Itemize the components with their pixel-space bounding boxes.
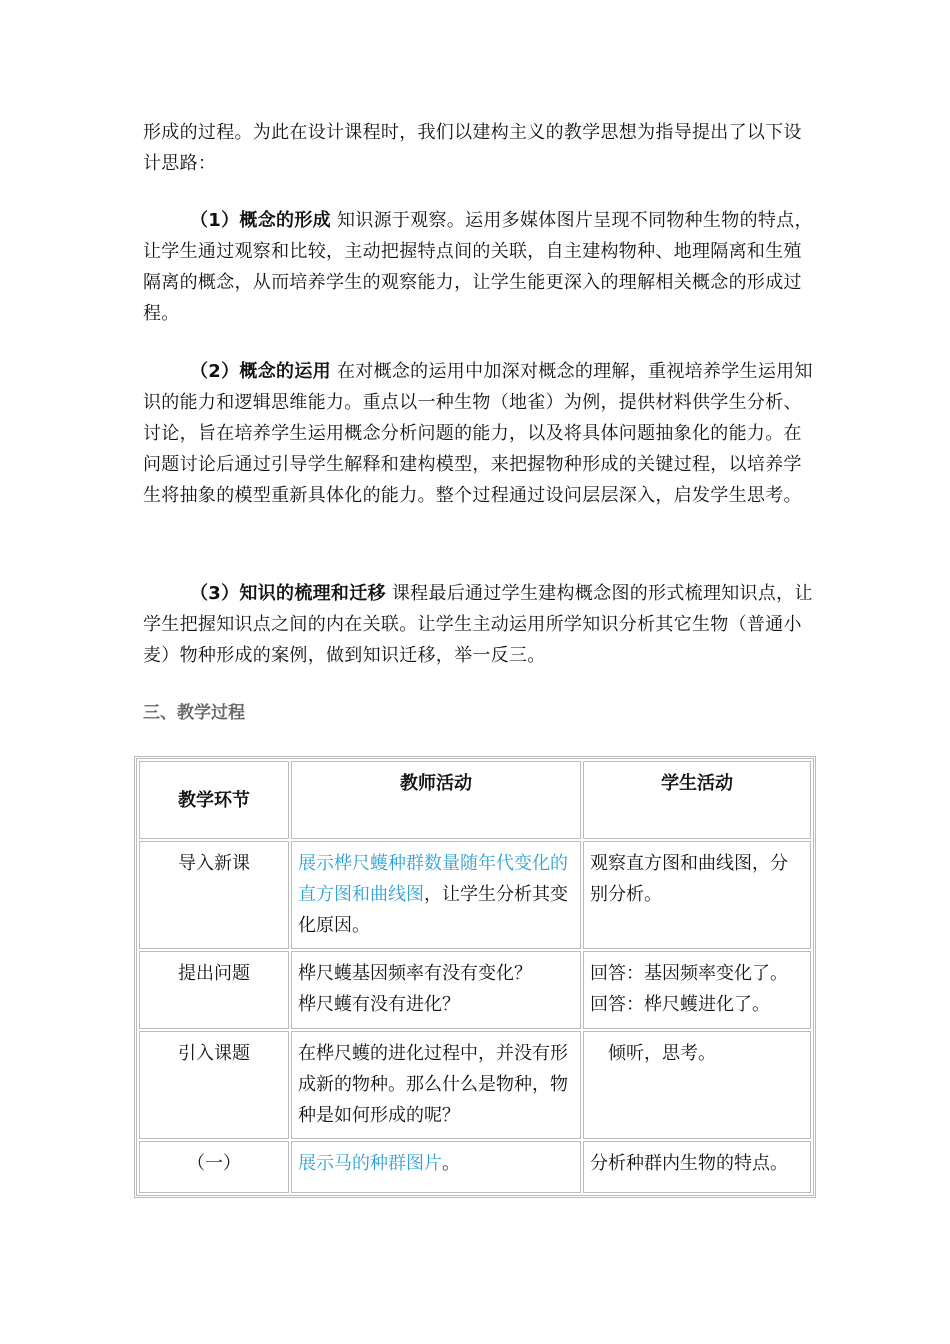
cell-stage: 引入课题 [139,1031,289,1139]
student-line-2: 回答：桦尺蠖进化了。 [590,994,770,1015]
teacher-link[interactable]: 展示桦尺蠖种群数量随年代变化的直方图和曲线图 [298,853,568,905]
cell-teacher: 在桦尺蠖的进化过程中，并没有形成新的物种。那么什么是物种，物种是如何形成的呢？ [291,1031,581,1139]
teacher-line-1: 桦尺蠖基因频率有没有变化？ [298,963,532,984]
intro-text: 形成的过程。为此在设计课程时，我们以建构主义的教学思想为指导提出了以下设计思路： [143,122,802,174]
cell-student: 倾听，思考。 [583,1031,811,1139]
header-student: 学生活动 [583,761,811,839]
cell-stage: （一） [139,1141,289,1193]
cell-teacher [291,1141,581,1193]
point-1-label: （1）概念的形成 [190,210,331,231]
teacher-link[interactable]: 展示马的种群图片 [298,1153,442,1174]
point-3-label: （3）知识的梳理和迁移 [190,583,386,604]
cell-student [583,951,811,1029]
header-stage: 教学环节 [139,761,289,839]
cell-student: 观察直方图和曲线图，分别分析。 [583,841,811,949]
section-heading: 三、教学过程 [143,703,245,723]
cell-stage: 导入新课 [139,841,289,949]
point-2-label: （2）概念的运用 [190,361,331,382]
teaching-process-table [134,756,816,1198]
table-row [139,951,811,1029]
cell-teacher [291,841,581,949]
cell-stage: 提出问题 [139,951,289,1029]
point-3-text: 课程最后通过学生建构概念图的形式梳理知识点，让学生把握知识点之间的内在关联。让学生主动运用所学知识分析其它生物（普通小麦）物种形成的案例，做到知识迁移，举一反三。 [143,583,813,666]
cell-student: 分析种群内生物的特点。 [583,1141,811,1193]
teacher-line-2: 桦尺蠖有没有进化？ [298,994,460,1015]
teacher-text: 。 [442,1153,460,1174]
table-row [139,1031,811,1139]
teacher-text: ，让学生分析其变化原因。 [298,884,568,936]
table-row [139,1141,811,1193]
point-1-text: 知识源于观察。运用多媒体图片呈现不同物种生物的特点，让学生通过观察和比较，主动把握特点间的关联，自主建构物种、地理隔离和生殖隔离的概念，从而培养学生的观察能力，让学生能更深入的理解相关概念的形成过程。 [143,210,813,324]
intro-paragraph [143,117,813,179]
cell-teacher [291,951,581,1029]
point-1-paragraph [143,205,813,329]
student-line-1: 回答：基因频率变化了。 [590,963,788,984]
header-teacher: 教师活动 [291,761,581,839]
point-2-text: 在对概念的运用中加深对概念的理解，重视培养学生运用知识的能力和逻辑思维能力。重点以一种生物（地雀）为例，提供材料供学生分析、讨论，旨在培养学生运用概念分析问题的能力，以及将具体问题抽象化的能力。在问题讨论后通过引导学生解释和建构模型，来把握物种形成的关键过程，以培养学生将抽象的模型重新具体化的能力。整个过程通过设问层层深入，启发学生思考。 [143,361,813,506]
point-3-paragraph [143,578,813,671]
table-row [139,841,811,949]
point-2-paragraph [143,356,813,511]
table-header-row [139,761,811,839]
